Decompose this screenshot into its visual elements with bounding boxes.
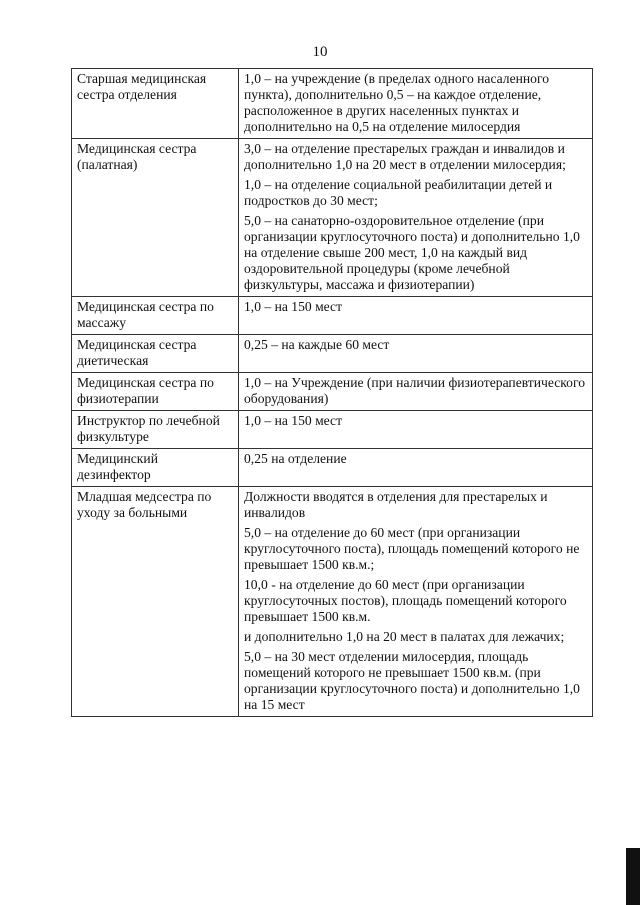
norm-paragraph: 0,25 на отделение — [244, 451, 347, 466]
norm-paragraph: 1,0 – на отделение социальной реабилитации детей и подростков до 30 мест; — [244, 177, 553, 208]
norm-paragraph: и дополнительно 1,0 на 20 мест в палатах для лежачих; — [244, 629, 565, 644]
role-cell: Медицинская сестра по массажу — [72, 297, 239, 335]
norm-paragraph: 5,0 – на отделение до 60 мест (при организации круглосуточного поста), площадь помещений которого не превышает 1500 кв.м.; — [244, 525, 580, 572]
norm-cell — [239, 335, 593, 373]
table-row — [72, 335, 593, 373]
norm-paragraph: Должности вводятся в отделения для престарелых и инвалидов — [244, 489, 548, 520]
norm-cell — [239, 487, 593, 717]
role-cell: Инструктор по лечебной физкультуре — [72, 411, 239, 449]
table-row — [72, 449, 593, 487]
norm-paragraph: 0,25 – на каждые 60 мест — [244, 337, 390, 352]
table-row — [72, 297, 593, 335]
norm-cell — [239, 411, 593, 449]
norm-paragraph: 5,0 – на 30 мест отделении милосердия, площадь помещений которого не превышает 1500 кв.м. (при организации круглосуточного поста) и дополнительно 1,0 на 15 мест — [244, 649, 580, 712]
norm-cell — [239, 69, 593, 139]
table-row — [72, 373, 593, 411]
scan-edge-marker — [626, 848, 640, 905]
norm-paragraph: 1,0 – на 150 мест — [244, 299, 343, 314]
staffing-norms-table — [71, 68, 593, 717]
table-row — [72, 411, 593, 449]
role-cell: Старшая медицинская сестра отделения — [72, 69, 239, 139]
role-cell: Медицинская сестра по физиотерапии — [72, 373, 239, 411]
page-number: 10 — [312, 44, 328, 60]
table-row — [72, 139, 593, 297]
role-cell: Медицинский дезинфектор — [72, 449, 239, 487]
norm-paragraph: 3,0 – на отделение престарелых граждан и инвалидов и дополнительно 1,0 на 20 мест в отделении милосердия; — [244, 141, 566, 172]
norm-paragraph: 5,0 – на санаторно-оздоровительное отделение (при организации круглосуточного поста) и дополнительно 1,0 на отделение свыше 200 мест, 1,0 на каждый вид оздоровительной процедуры (кроме лечебной физкультуры, массажа и физиотерапии) — [244, 213, 580, 292]
role-cell: Медицинская сестра диетическая — [72, 335, 239, 373]
table-row — [72, 487, 593, 717]
norm-paragraph: 1,0 – на учреждение (в пределах одного насаленного пункта), дополнительно 0,5 – на каждое отделение, расположенное в других населенных пунктах и дополнительно на 0,5 на отделение милосердия — [244, 71, 549, 134]
norm-cell — [239, 373, 593, 411]
role-cell: Младшая медсестра по уходу за больными — [72, 487, 239, 717]
norm-paragraph: 10,0 - на отделение до 60 мест (при организации круглосуточных постов), площадь помещений которого превышает 1500 кв.м. — [244, 577, 567, 624]
norm-cell — [239, 139, 593, 297]
norm-cell — [239, 297, 593, 335]
norm-paragraph: 1,0 – на Учреждение (при наличии физиотерапевтического оборудования) — [244, 375, 586, 406]
table-row — [72, 69, 593, 139]
norm-cell — [239, 449, 593, 487]
norm-paragraph: 1,0 – на 150 мест — [244, 413, 343, 428]
role-cell: Медицинская сестра (палатная) — [72, 139, 239, 297]
